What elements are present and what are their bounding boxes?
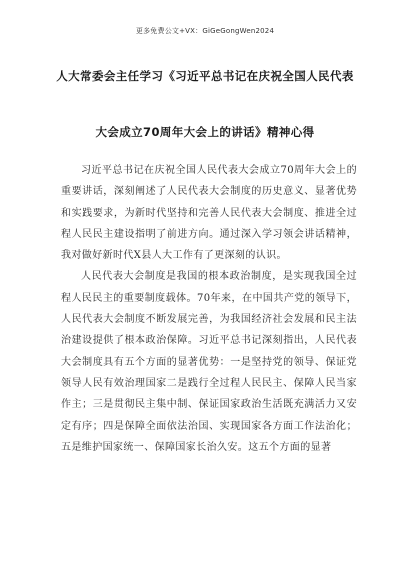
- document-title-line-2: 大会成立70周年大会上的讲话》精神心得: [95, 125, 315, 139]
- paragraph: 人民代表大会制度是我国的根本政治制度，是实现我国全过程人民民主的重要制度载体。70年来，在中国共产党的领导下，人民代表大会制度不断发展完善，为我国经济社会发展和民主法治建设提供了根本政治保障。习近平总书记深刻指出，人民代表大会制度具有五个方面的显著优势：一是坚持党的领导、保证党领导人民有效治理国家二是践行全过程人民民主、保障人民当家作主；三是贯彻民主集中制、保证国家政治生活既充满活力又安定有序；四是保障全面依法治国、实现国家各方面工作法治化；五是维护国家统一、保障国家长治久安。这五个方面的显著: [61, 271, 357, 453]
- header-note: 更多免费公文+VX：GiGeGongWen2024: [135, 27, 275, 35]
- document-title-line-1: 人大常委会主任学习《习近平总书记在庆祝全国人民代表: [56, 69, 354, 83]
- document-body: [61, 160, 357, 458]
- paragraph: 习近平总书记在庆祝全国人民代表大会成立70周年大会上的重要讲话，深刻阐述了人民代表大会制度的历史意义、显著优势和实践要求，为新时代坚持和完善人民代表大会制度、推进全过程人民民主建设指明了前进方向。通过深入学习领会讲话精神，我对做好新时代X县人大工作有了更深刻的认识。: [61, 165, 357, 262]
